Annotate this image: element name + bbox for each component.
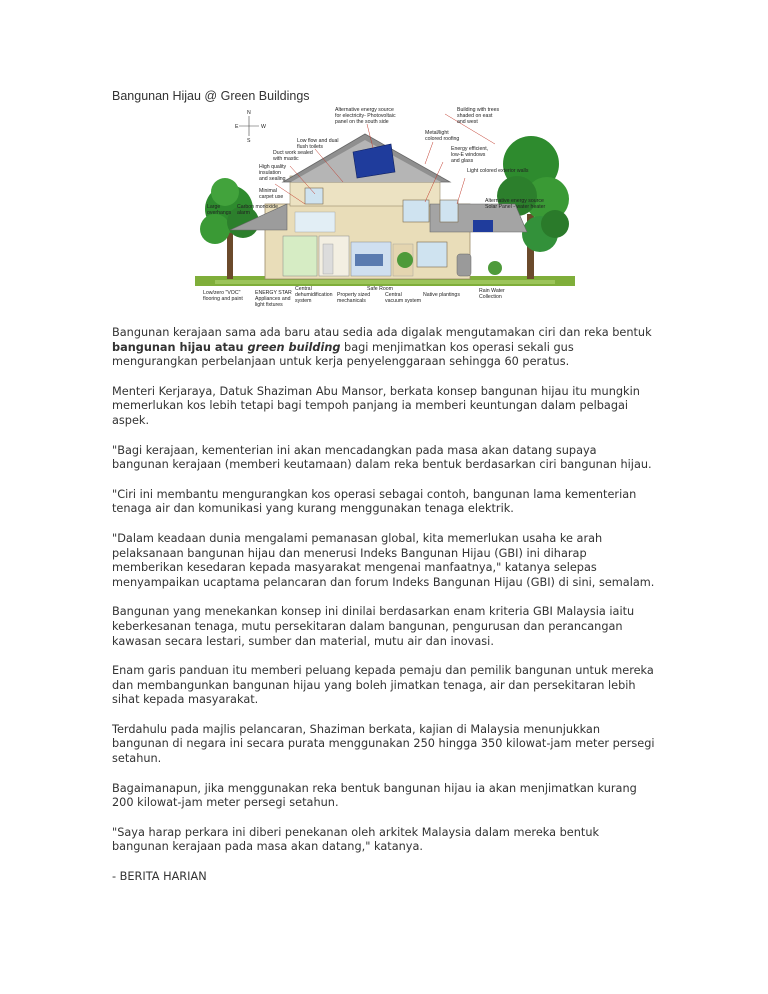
article-body bbox=[112, 326, 657, 900]
compass-e: E bbox=[235, 124, 239, 130]
svg-text:Carbon monoxide: Carbon monoxide bbox=[237, 204, 278, 210]
paragraph-text: Bagaimanapun, jika menggunakan reka bentuk bangunan hijau ia akan menjimatkan kurang 200 kilowat-jam meter persegi setahun. bbox=[112, 781, 637, 810]
paragraph-text: bagi menjimatkan kos operasi sekali gus mengurangkan perbelanjaan untuk kerja penyelenggaraan sehingga 60 peratus. bbox=[112, 340, 574, 369]
svg-text:High quality: High quality bbox=[259, 164, 287, 170]
paragraph-text: Enam garis panduan itu memberi peluang kepada pemaju dan pemilik bangunan untuk mereka dan membangunkan bangunan hijau yang boleh jimatkan tenaga, air dan persekitaran lebih sihat kepada masyarakat. bbox=[112, 664, 654, 707]
article-paragraph bbox=[112, 488, 657, 517]
svg-text:Alternative energy source: Alternative energy source bbox=[485, 198, 544, 204]
paragraph-text: "Bagi kerajaan, kementerian ini akan mencadangkan pada masa akan datang supaya bangunan kerajaan (memberi keutamaan) dalam reka bentuk berdasarkan ciri bangunan hijau. bbox=[112, 443, 652, 472]
compass-n: N bbox=[247, 110, 251, 116]
label-voc bbox=[203, 290, 243, 302]
svg-text:and glass: and glass bbox=[451, 158, 474, 164]
svg-text:Building with trees: Building with trees bbox=[457, 107, 500, 113]
svg-text:carpet use: carpet use bbox=[259, 194, 284, 200]
emphasis-text: green building bbox=[247, 340, 341, 354]
article-paragraph bbox=[112, 664, 657, 708]
article-paragraph bbox=[112, 326, 657, 370]
page-title: Bangunan Hijau @ Green Buildings bbox=[112, 89, 310, 103]
bold-text: bangunan hijau atau bbox=[112, 340, 248, 354]
label-property bbox=[337, 292, 370, 304]
article-paragraph bbox=[112, 870, 657, 885]
svg-text:Large: Large bbox=[207, 204, 221, 210]
label-native bbox=[423, 292, 460, 298]
paragraph-text: "Saya harap perkara ini diberi penekanan oleh arkitek Malaysia dalam mereka bentuk bangunan kerajaan pada masa akan datang," katanya. bbox=[112, 825, 600, 854]
svg-text:vacuum system: vacuum system bbox=[385, 298, 422, 304]
article-paragraph bbox=[112, 826, 657, 855]
article-paragraph bbox=[112, 605, 657, 649]
compass-s: S bbox=[247, 138, 251, 144]
svg-text:Native plantings: Native plantings bbox=[423, 292, 460, 298]
paragraph-text: - BERITA HARIAN bbox=[112, 870, 207, 884]
svg-text:Energy efficient,: Energy efficient, bbox=[451, 146, 489, 152]
svg-text:and sealing: and sealing bbox=[259, 176, 286, 182]
svg-text:for electricity- Photovoltaic: for electricity- Photovoltaic bbox=[335, 113, 396, 119]
paragraph-text: "Ciri ini membantu mengurangkan kos operasi sebagai contoh, bangunan lama kementerian tenaga air dan komunikasi yang kurang menggunakan tenaga elektrik. bbox=[112, 487, 637, 516]
green-building-diagram bbox=[195, 104, 575, 316]
svg-text:shaded on east: shaded on east bbox=[457, 113, 493, 119]
paragraph-text: Bangunan yang menekankan konsep ini dinilai berdasarkan enam kriteria GBI Malaysia iaitu keberkesanan tenaga, mutu persekitaran dalam bangunan, pengurusan dan perancangan kawasan secara lestari, sumber dan material, mutu air dan inovasi. bbox=[112, 605, 635, 648]
svg-text:flooring and paint: flooring and paint bbox=[203, 296, 243, 302]
svg-text:Duct work sealed: Duct work sealed bbox=[273, 150, 313, 156]
svg-text:low-E windows: low-E windows bbox=[451, 152, 486, 158]
svg-text:flush toilets: flush toilets bbox=[297, 144, 323, 150]
svg-text:Light colored exterior walls: Light colored exterior walls bbox=[467, 168, 529, 174]
svg-text:Appliances and: Appliances and bbox=[255, 296, 291, 302]
svg-text:ENERGY STAR: ENERGY STAR bbox=[255, 290, 292, 296]
svg-text:Alternative energy source: Alternative energy source bbox=[335, 107, 394, 113]
paragraph-text: "Dalam keadaan dunia mengalami pemanasan global, kita memerlukan usaha ke arah pelaksanaan bangunan hijau dan menerusi Indeks Bangunan Hijau (GBI) ini diharap memberikan kesedaran kepada masyarakat mengenai manfaatnya," katanya selepas menyampaikan ucaptama pelancaran dan forum Indeks Bangunan Hijau (GBI) di sini, semalam. bbox=[112, 531, 655, 589]
compass-w: W bbox=[261, 124, 266, 130]
svg-text:insulation: insulation bbox=[259, 170, 281, 176]
svg-text:Low flow and dual: Low flow and dual bbox=[297, 138, 339, 144]
svg-text:system: system bbox=[295, 298, 312, 304]
svg-text:with mastic: with mastic bbox=[273, 156, 299, 162]
svg-text:mechanicals: mechanicals bbox=[337, 298, 366, 304]
label-solar bbox=[485, 198, 546, 210]
svg-text:Central: Central bbox=[385, 292, 402, 298]
svg-text:light fixtures: light fixtures bbox=[255, 302, 283, 308]
svg-text:Collection: Collection bbox=[479, 294, 502, 300]
svg-text:Safe Room: Safe Room bbox=[367, 286, 393, 292]
svg-text:dehumidification: dehumidification bbox=[295, 292, 333, 298]
svg-text:alarm: alarm bbox=[237, 210, 250, 216]
label-rain bbox=[479, 288, 505, 300]
article-paragraph bbox=[112, 532, 657, 590]
paragraph-text: Terdahulu pada majlis pelancaran, Shaziman berkata, kajian di Malaysia menunjukkan bangunan di negara ini secara purata menggunakan 250 hingga 350 kilowat-jam meter persegi setahun. bbox=[112, 722, 655, 766]
svg-text:Metal/light: Metal/light bbox=[425, 130, 449, 136]
article-paragraph bbox=[112, 723, 657, 767]
label-alt-energy bbox=[335, 107, 396, 125]
svg-text:Central: Central bbox=[295, 286, 312, 292]
svg-text:overhangs: overhangs bbox=[207, 210, 232, 216]
svg-text:and west: and west bbox=[457, 119, 478, 125]
svg-text:Rain Water: Rain Water bbox=[479, 288, 505, 294]
svg-text:Minimal: Minimal bbox=[259, 188, 277, 194]
paragraph-text: Bangunan kerajaan sama ada baru atau sedia ada digalak mengutamakan ciri dan reka bentuk bbox=[112, 326, 652, 339]
bold-text bbox=[248, 341, 341, 354]
svg-text:Solar Panel - water heater: Solar Panel - water heater bbox=[485, 204, 546, 210]
svg-text:panel on the south side: panel on the south side bbox=[335, 119, 389, 125]
article-paragraph bbox=[112, 782, 657, 811]
svg-text:Property sized: Property sized bbox=[337, 292, 371, 298]
paragraph-text: Menteri Kerjaraya, Datuk Shaziman Abu Mansor, berkata konsep bangunan hijau itu mungkin memerlukan kos lebih tetapi bagi tempoh panjang ia memberi keuntungan dalam pelbagai aspek. bbox=[112, 384, 640, 427]
article-paragraph bbox=[112, 385, 657, 429]
svg-text:colored roofing: colored roofing bbox=[425, 136, 460, 142]
label-exterior bbox=[467, 168, 529, 174]
svg-text:Low/zero "VOC": Low/zero "VOC" bbox=[203, 290, 241, 296]
article-paragraph bbox=[112, 444, 657, 473]
